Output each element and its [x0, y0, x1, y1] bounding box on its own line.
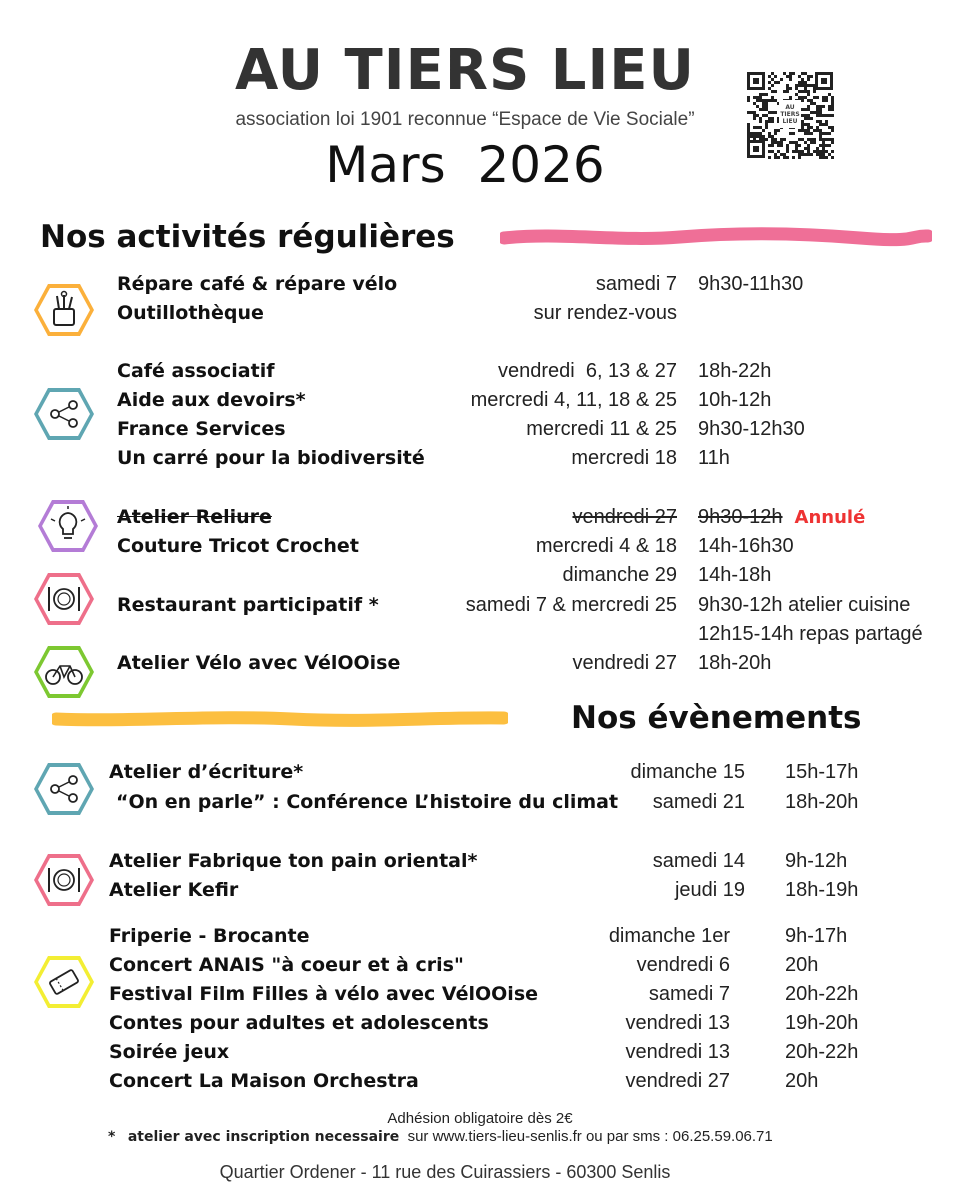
- list-item: [0, 270, 960, 298]
- event-name: “On en parle” : Conférence L’histoire du climat: [116, 791, 619, 813]
- activity-date: mercredi 11 & 25: [526, 418, 677, 440]
- activity-date: samedi 7 & mercredi 25: [465, 594, 677, 616]
- activity-date: mercredi 4 & 18: [535, 535, 677, 557]
- list-item: [0, 1009, 960, 1037]
- event-name: Atelier Kefir: [109, 879, 239, 901]
- qr-finder-top-right: [815, 72, 833, 90]
- month-heading: Mars 2026: [325, 136, 605, 194]
- event-date: vendredi 6: [636, 954, 730, 976]
- event-name: Atelier d’écriture*: [109, 761, 304, 783]
- event-time: 20h: [785, 1070, 819, 1092]
- activity-date: mercredi 4, 11, 18 & 25: [470, 389, 677, 411]
- list-item: [0, 357, 960, 385]
- activity-name: Atelier Vélo avec VélOOise: [117, 652, 401, 674]
- activity-time: 18h-22h: [698, 360, 772, 382]
- event-name: Contes pour adultes et adolescents: [109, 1012, 489, 1034]
- list-item: [0, 788, 960, 816]
- activity-time: 9h30-11h30: [698, 273, 804, 295]
- list-item: [0, 980, 960, 1008]
- svg-text:LIEU: LIEU: [782, 118, 798, 125]
- event-date: samedi 14: [652, 850, 745, 872]
- event-date: samedi 7: [648, 983, 730, 1005]
- list-item: [0, 444, 960, 472]
- list-item: [0, 922, 960, 950]
- list-item: [0, 649, 960, 677]
- activity-time: 12h15-14h repas partagé: [698, 623, 923, 645]
- event-time: 9h-17h: [785, 925, 848, 947]
- list-item: [0, 532, 960, 560]
- activity-name: Atelier Reliure: [117, 506, 272, 528]
- activity-name: Répare café & répare vélo: [117, 273, 398, 295]
- activity-date: vendredi 27: [572, 652, 677, 674]
- event-date: jeudi 19: [674, 879, 745, 901]
- activity-time: 14h-18h: [698, 564, 772, 586]
- activity-time: 9h30-12h: [698, 506, 783, 528]
- list-item: [0, 758, 960, 786]
- activity-date: sur rendez-vous: [533, 302, 677, 324]
- list-item: [0, 386, 960, 414]
- activity-name: France Services: [117, 418, 286, 440]
- activity-date: vendredi 27: [572, 506, 677, 528]
- event-time: 18h-19h: [785, 879, 859, 901]
- list-item: [0, 847, 960, 875]
- event-name: Festival Film Filles à vélo avec VélOOise: [109, 983, 539, 1005]
- footnote-star: *: [108, 1129, 116, 1145]
- cancelled-badge: Annulé: [794, 507, 866, 528]
- event-name: Concert ANAIS "à coeur et à cris": [109, 954, 464, 976]
- event-time: 20h-22h: [785, 1041, 859, 1063]
- activity-time: 9h30-12h atelier cuisine: [698, 594, 911, 616]
- activity-name: Aide aux devoirs*: [117, 389, 306, 411]
- list-item: [0, 415, 960, 443]
- activity-date: mercredi 18: [571, 447, 677, 469]
- activity-time: 14h-16h30: [698, 535, 794, 557]
- list-item: [0, 591, 960, 619]
- activity-time: 9h30-12h30: [698, 418, 805, 440]
- pink-brush-stroke: [500, 226, 932, 250]
- list-item: [0, 1038, 960, 1066]
- activity-name: Café associatif: [117, 360, 275, 382]
- list-item: [0, 620, 960, 648]
- event-time: 15h-17h: [785, 761, 859, 783]
- list-item: [0, 299, 960, 327]
- registration-note-bold: atelier avec inscription necessaire: [127, 1129, 400, 1145]
- activity-date: samedi 7: [595, 273, 677, 295]
- event-date: dimanche 15: [630, 761, 745, 783]
- activity-time: 11h: [698, 447, 730, 469]
- event-name: Soirée jeux: [109, 1041, 230, 1063]
- registration-contact: sur www.tiers-lieu-senlis.fr ou par sms : 06.25.59.06.71: [407, 1128, 773, 1145]
- activity-name: Outillothèque: [117, 302, 264, 324]
- event-time: 19h-20h: [785, 1012, 859, 1034]
- event-date: dimanche 1er: [608, 925, 730, 947]
- event-time: 20h: [785, 954, 819, 976]
- qr-finder-bottom-left: [747, 140, 765, 158]
- event-name: Atelier Fabrique ton pain oriental*: [109, 850, 478, 872]
- event-time: 9h-12h: [785, 850, 848, 872]
- event-date: vendredi 13: [625, 1012, 730, 1034]
- event-date: vendredi 13: [625, 1041, 730, 1063]
- list-item: [0, 876, 960, 904]
- event-name: Friperie - Brocante: [109, 925, 310, 947]
- subtitle: association loi 1901 reconnue “Espace de Vie Sociale”: [235, 109, 695, 130]
- activity-time: 18h-20h: [698, 652, 772, 674]
- qr-finder-top-left: [747, 72, 765, 90]
- registration-note: [108, 1128, 773, 1145]
- list-item: [0, 951, 960, 979]
- activity-time: 10h-12h: [698, 389, 772, 411]
- activity-time-cell: [698, 503, 865, 532]
- list-item: [0, 1067, 960, 1095]
- event-date: samedi 21: [652, 791, 745, 813]
- activity-name: Un carré pour la biodiversité: [117, 447, 425, 469]
- qr-code[interactable]: [745, 70, 835, 160]
- activity-date: vendredi 6, 13 & 27: [497, 360, 677, 382]
- orange-brush-stroke: [52, 707, 508, 731]
- activity-date: dimanche 29: [562, 564, 677, 586]
- events-title: Nos évènements: [571, 700, 862, 736]
- svg-text:TIERS: TIERS: [780, 111, 800, 118]
- event-time: 20h-22h: [785, 983, 859, 1005]
- address: Quartier Ordener - 11 rue des Cuirassiers - 60300 Senlis: [219, 1162, 671, 1182]
- event-date: vendredi 27: [625, 1070, 730, 1092]
- activity-name: Restaurant participatif *: [117, 594, 379, 616]
- event-time: 18h-20h: [785, 791, 859, 813]
- activity-name: Couture Tricot Crochet: [117, 535, 359, 557]
- list-item-cancelled: [0, 503, 960, 531]
- activities-title: Nos activités régulières: [40, 219, 455, 255]
- list-item: [0, 561, 960, 589]
- membership-note: Adhésion obligatoire dès 2€: [387, 1110, 573, 1127]
- page-title: AU TIERS LIEU: [234, 38, 696, 103]
- event-name: Concert La Maison Orchestra: [109, 1070, 419, 1092]
- qr-logo-text: AU: [785, 104, 795, 111]
